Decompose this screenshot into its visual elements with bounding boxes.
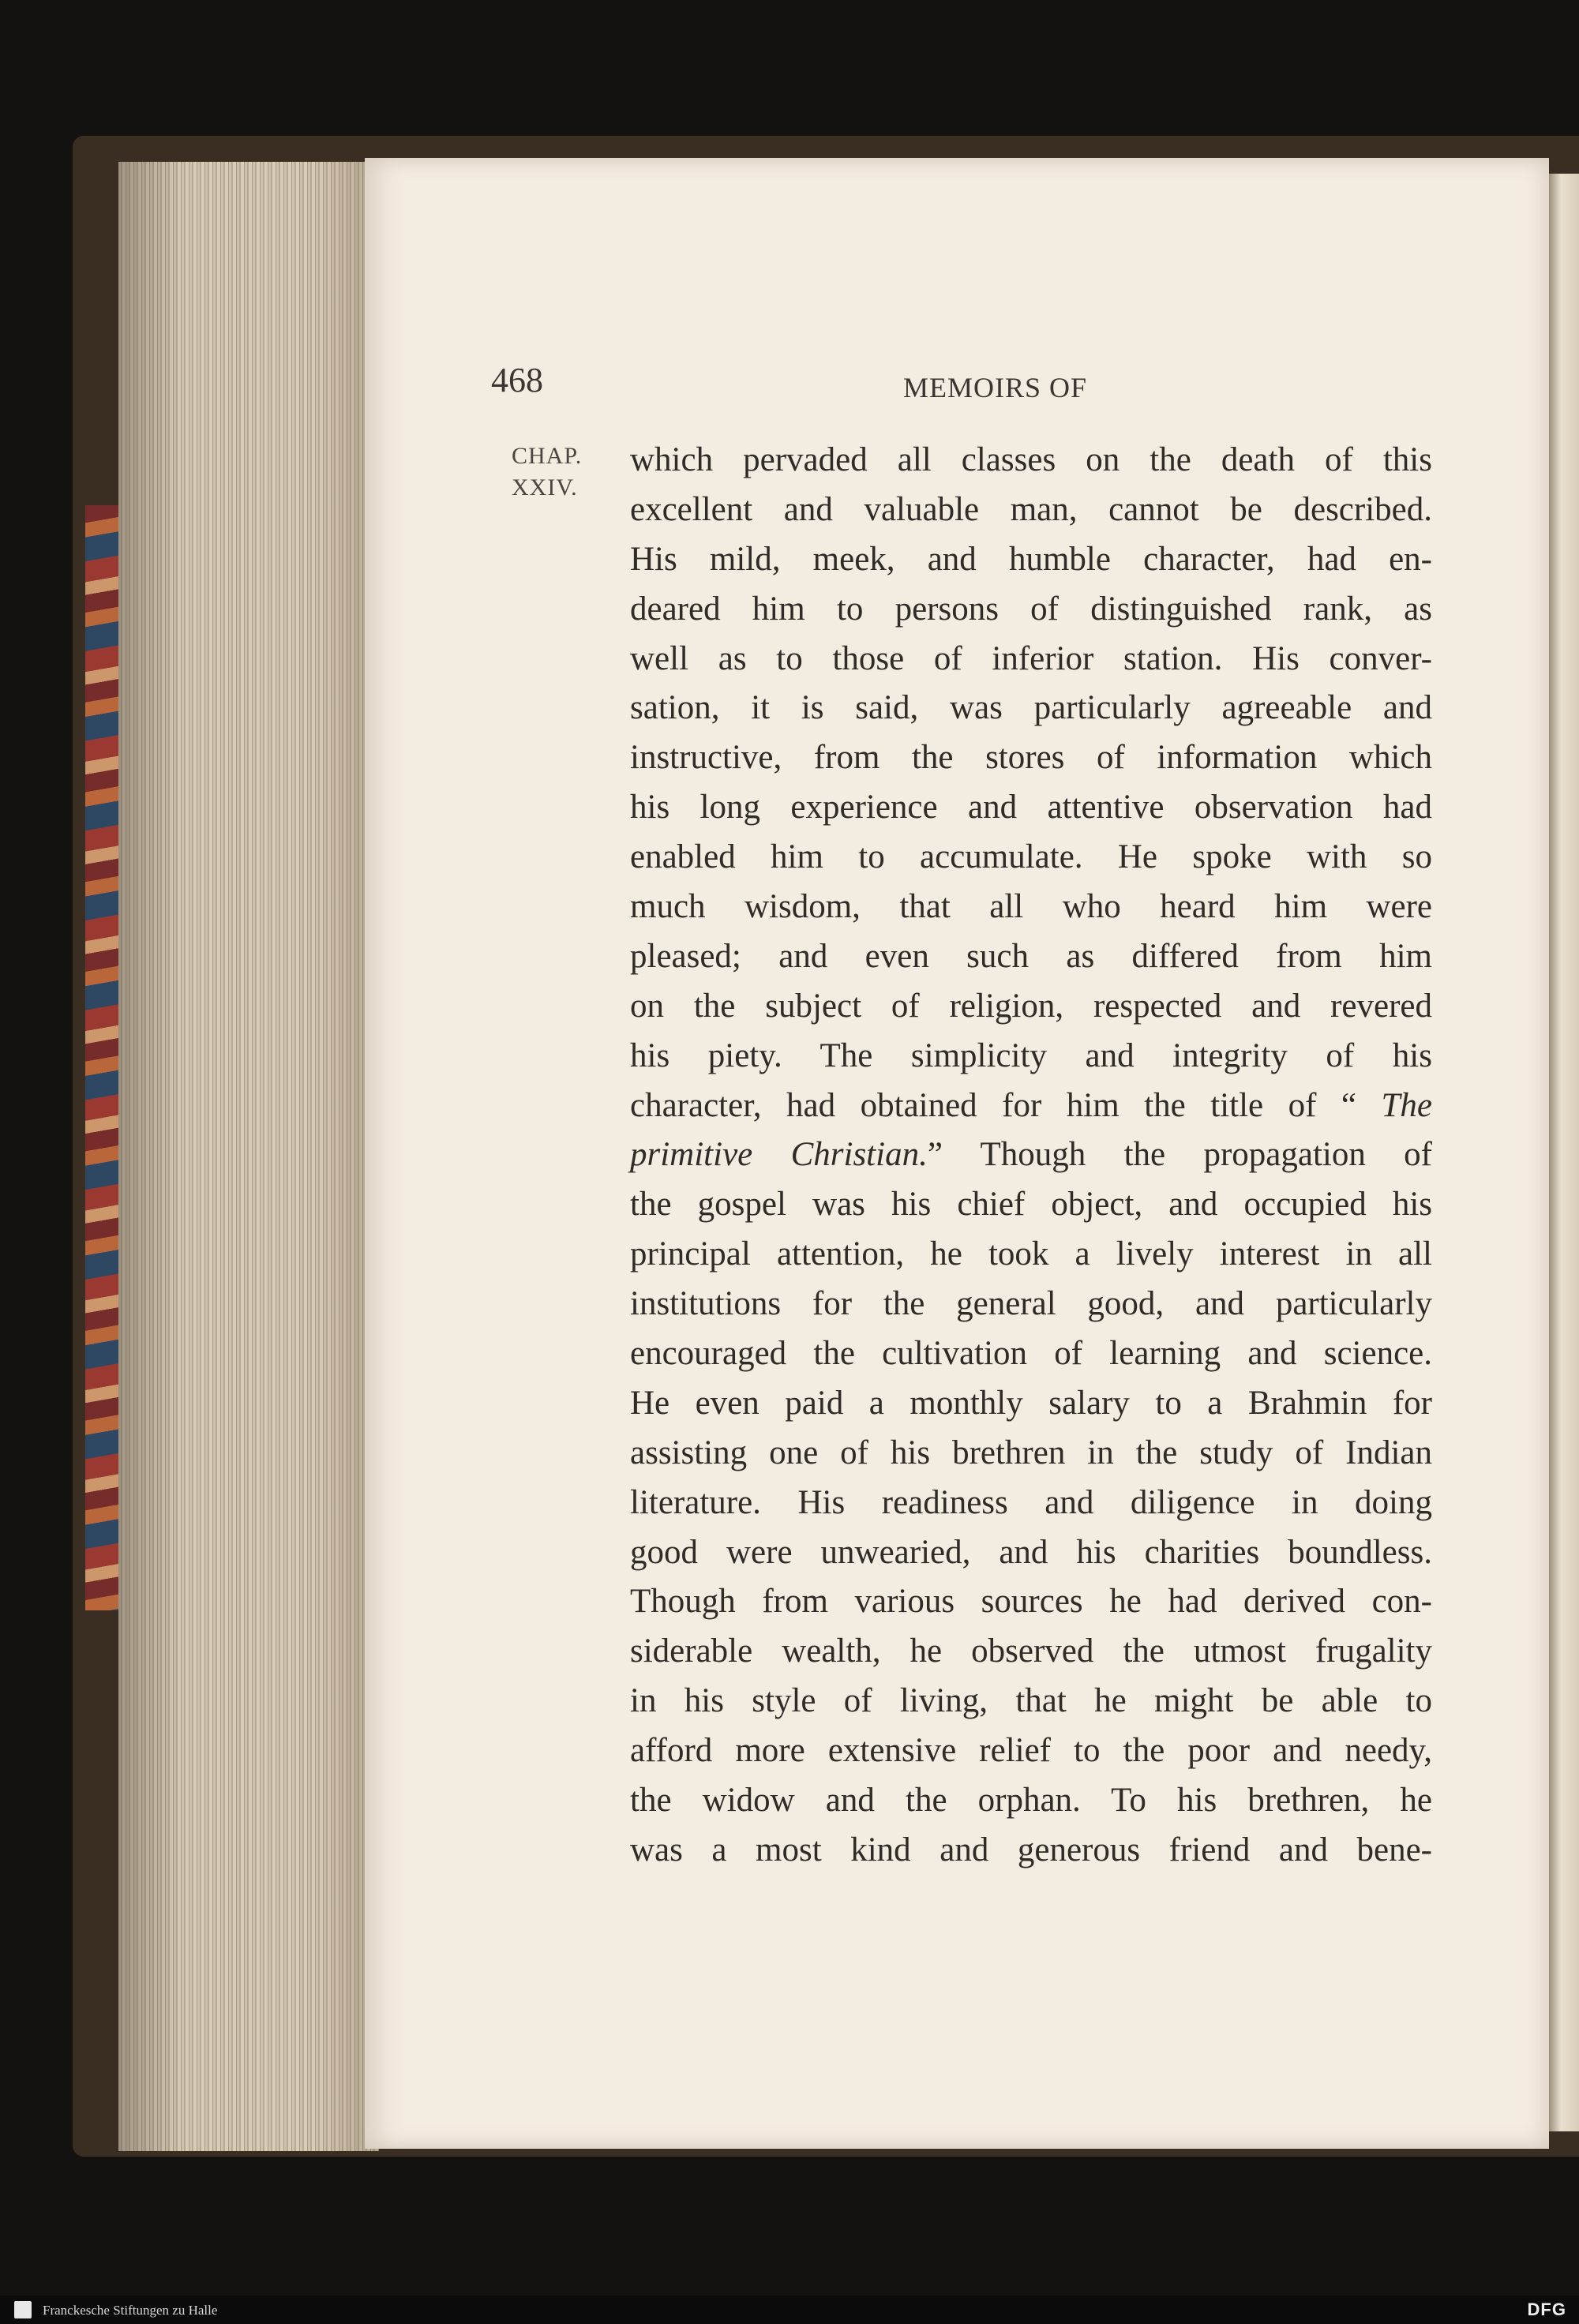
facing-page-edge	[1549, 174, 1579, 2131]
italic-text: The	[1381, 1086, 1432, 1124]
text-line: the gospel was his chief object, and occupied his	[630, 1186, 1432, 1224]
body-text	[630, 436, 1432, 1876]
page-number: 468	[491, 361, 543, 399]
text-line: sation, it is said, was particularly agreeable and	[630, 689, 1432, 727]
page-block-edges	[118, 162, 379, 2151]
text-line: enabled him to accumulate. He spoke with so	[630, 838, 1432, 876]
text-line: literature. His readiness and diligence in doing	[630, 1483, 1432, 1521]
text-line: principal attention, he took a lively interest in all	[630, 1235, 1432, 1273]
text-line: excellent and valuable man, cannot be described.	[630, 490, 1432, 528]
chapter-label-word: CHAP.	[512, 443, 583, 469]
chapter-label	[512, 440, 582, 504]
text-line: his piety. The simplicity and integrity of his	[630, 1036, 1432, 1074]
text-line: deared him to persons of distinguished rank, as	[630, 590, 1432, 628]
text-line: siderable wealth, he observed the utmost frugality	[630, 1632, 1432, 1670]
institution-name: Franckesche Stiftungen zu Halle	[43, 2303, 218, 2318]
italic-text: primitive Christian.	[630, 1136, 928, 1174]
text-line: on the subject of religion, respected and revered	[630, 987, 1432, 1025]
text-line: encouraged the cultivation of learning and science.	[630, 1335, 1432, 1373]
funder-logo: DFG	[1527, 2300, 1566, 2319]
text-line: assisting one of his brethren in the study of Indian	[630, 1434, 1432, 1471]
text-line: institutions for the general good, and particularly	[630, 1285, 1432, 1323]
running-head: MEMOIRS OF	[903, 372, 1088, 403]
text-line: primitive Christian.” Though the propagation of	[630, 1136, 1433, 1174]
text-line: He even paid a monthly salary to a Brahmin for	[630, 1384, 1432, 1422]
text-line: pleased; and even such as differed from him	[630, 937, 1432, 975]
text-line: his long experience and attentive observation had	[630, 789, 1432, 827]
viewer-footer	[0, 2296, 1579, 2324]
text-line: character, had obtained for him the title of “ The	[630, 1086, 1432, 1124]
chapter-label-number: XXIV.	[512, 474, 578, 500]
text-line: Though from various sources he had derived con-	[630, 1583, 1432, 1621]
text-line: well as to those of inferior station. His conver-	[630, 639, 1432, 677]
text-line: the widow and the orphan. To his brethren, he	[630, 1782, 1432, 1820]
text-line: instructive, from the stores of information which	[630, 739, 1432, 777]
text-line: in his style of living, that he might be able to	[630, 1682, 1432, 1720]
marbled-endpaper	[85, 505, 123, 1610]
text-line: was a most kind and generous friend and bene-	[630, 1831, 1432, 1869]
text-line: which pervaded all classes on the death of this	[630, 441, 1432, 478]
text-line: afford more extensive relief to the poor and needy,	[630, 1732, 1432, 1770]
institution-logo-icon	[14, 2301, 32, 2318]
text-line: much wisdom, that all who heard him were	[630, 888, 1432, 926]
text-line: His mild, meek, and humble character, had en-	[630, 540, 1432, 578]
text-line: good were unwearied, and his charities boundless.	[630, 1533, 1432, 1571]
